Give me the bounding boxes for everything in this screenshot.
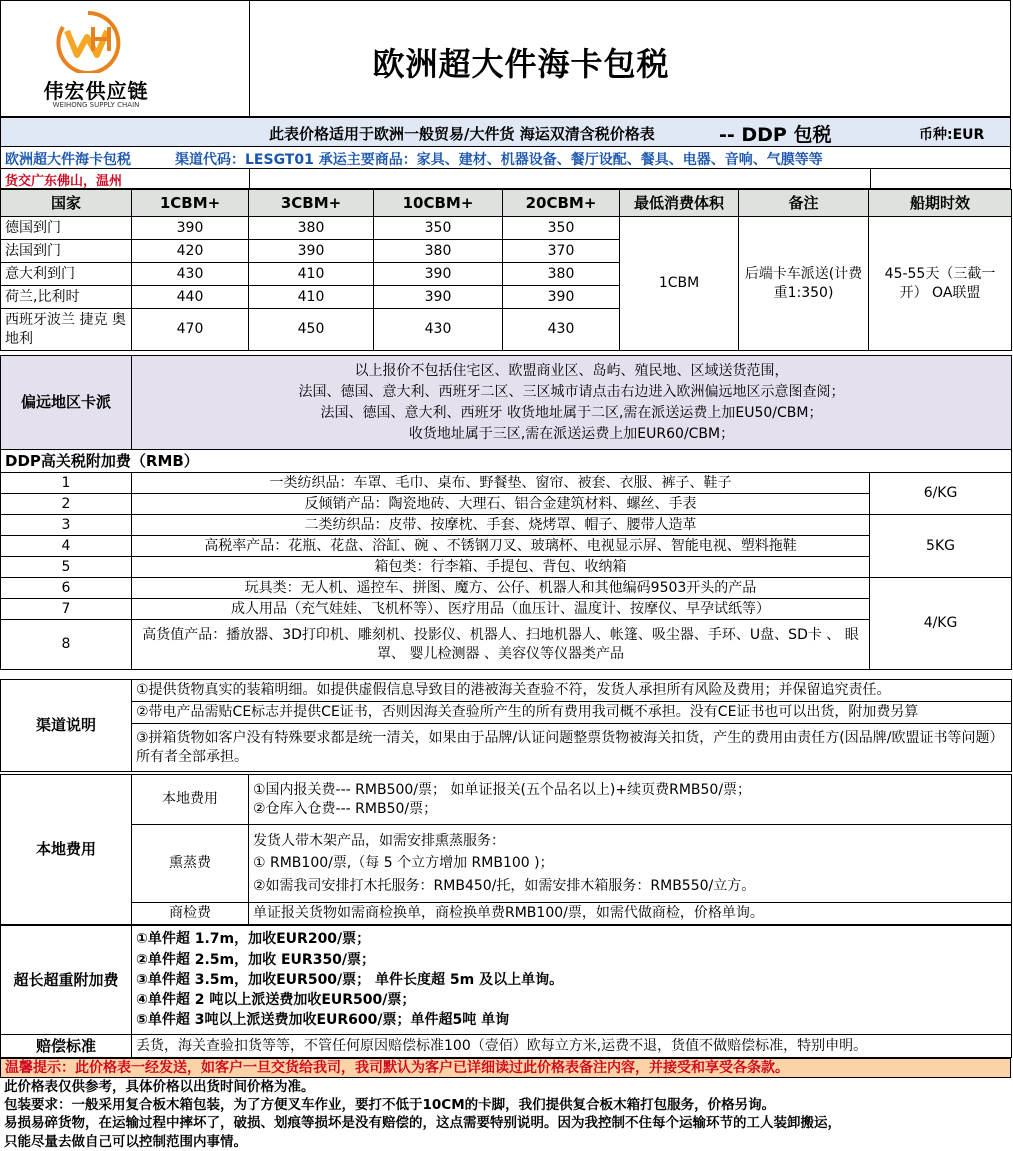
price-cell: 350 [374,217,503,240]
local-fees-table [0,774,1012,925]
table-row [1,217,1012,240]
channel-note: ①提供货物真实的装箱明细。如提供虚假信息导致目的港被海关查验不符，发货人承担所有风险及费用；并保留追究责任。 [132,680,1012,702]
price-cell: 350 [503,217,620,240]
item-number: 1 [1,473,132,494]
list-item: ①单件超 1.7m，加收EUR200/票； [136,931,371,948]
remote-area-text [132,356,1012,450]
channel-notes-table [0,679,1012,772]
country-cell: 法国到门 [1,240,132,263]
item-description: 箱包类：行李箱、手提包、背包、收纳箱 [132,557,870,578]
channel-note: ②带电产品需贴CE标志并提供CE证书，否则因海关查验所产生的所有费用我司概不承担。没有CE证书也可以出货，附加费另算 [132,702,1012,724]
channel-notes-label: 渠道说明 [1,680,132,772]
country-cell: 德国到门 [1,217,132,240]
price-cell: 380 [374,240,503,263]
channel-note: ③拼箱货物如客户没有特殊要求都是统一清关，如果由于品牌/认证问题整票货物被海关扣货，产生的费用由责任方(因品牌/欧盟证书等问题）所有者全部承担。 [132,724,1012,772]
local-fee-sublabel: 本地费用 [132,775,249,825]
price-cell: 370 [503,240,620,263]
currency-label: 币种:EUR [919,127,985,143]
note-line: 易损易碎货物，在运输过程中摔坏了，破损、划痕等损坏是没有赔偿的，这点需要特别说明。因为我控制不住每个运输环节的工人装卸搬运， [4,1115,841,1132]
price-cell: 380 [249,217,374,240]
price-cell: 410 [249,263,374,286]
item-number: 6 [1,578,132,599]
channel-row [0,147,1011,169]
item-description: 一类纺织品：车罩、毛巾、桌布、野餐垫、窗帘、被套、衣服、裤子、鞋子 [132,473,870,494]
remote-line: 法国、德国、意大利、西班牙 收货地址属于二区,需在派送运费上加EU50/CBM； [320,404,823,421]
fee-line: ②如需我司安排打木托服务：RMB450/托，如需安排木箱服务：RMB550/立方。 [253,877,756,894]
logo-english-name: WEIHONG SUPPLY CHAIN [52,101,140,109]
table-row [1,557,1012,578]
col-1cbm: 1CBM+ [132,190,249,217]
price-cell: 410 [249,286,374,309]
item-description: 反倾销产品：陶瓷地砖、大理石、铝合金建筑材料、螺丝、手表 [132,494,870,515]
info-description: 此表价格适用于欧洲一般贸易/大件货 海运双清含税价格表 [269,125,655,143]
note-line: 只能尽量去做自己可以控制范围内事情。 [4,1133,247,1150]
price-cell: 390 [132,217,249,240]
fee-line: ① RMB100/票,（每 5 个立方增加 RMB100 )； [253,855,554,872]
remark-cell: 后端卡车派送(计费重1:350) [739,217,869,351]
min-volume-cell: 1CBM [620,217,739,351]
item-description: 高货值产品：播放器、3D打印机、雕刻机、投影仪、机器人、扫地机器人、帐篷、吸尘器、手环、U盘、SD卡 、 眼罩、 婴儿检测器 、美容仪等仪器类产品 [132,620,870,670]
list-item: ④单件超 2 吨以上派送费加收EUR500/票； [136,992,416,1009]
col-min-volume: 最低消费体积 [620,190,739,217]
price-cell: 390 [374,263,503,286]
country-cell: 西班牙波兰 捷克 奥地利 [1,309,132,351]
list-item: ⑤单件超 3吨以上派送费加收EUR600/票；单件超5吨 单询 [136,1012,510,1029]
table-row [1,620,1012,670]
surcharge-rate: 6/KG [870,473,1012,515]
price-cell: 430 [374,309,503,351]
channel-name: 欧洲超大件海卡包税 [5,152,131,168]
company-logo [31,9,151,113]
remote-area-table [0,355,1012,450]
oversize-items [132,926,1012,1035]
header [0,0,1011,117]
list-item: ③单件超 3.5m，加收EUR500/票； 单件长度超 5m 及以上单询。 [136,971,564,988]
table-row [1,515,1012,536]
price-cell: 390 [503,286,620,309]
table-row [1,578,1012,599]
col-country: 国家 [1,190,132,217]
col-remark: 备注 [739,190,869,217]
surcharge-rate: 5KG [870,515,1012,578]
price-cell: 430 [132,263,249,286]
fee-line: ①国内报关费--- RMB500/票； 如单证报关(五个品名以上)+续页费RMB50/票； [253,781,752,798]
price-cell: 420 [132,240,249,263]
item-description: 高税率产品：花瓶、花盘、浴缸、碗 、不锈钢刀叉、玻璃杯、电视显示屏、智能电视、塑料拖鞋 [132,536,870,557]
compensation-text: 丢货，海关查验扣货等等，不管任何原因赔偿标准100（壹佰）欧每立方米,运费不退，货值不做赔偿标准，特别申明。 [132,1035,1012,1058]
warm-tip: 温馨提示：此价格表一经发送，如客户一旦交货给我司，我司默认为客户已详细读过此价格表备注内容，并接受和享受各条款。 [0,1058,1011,1078]
surcharge-rate: 4/KG [870,578,1012,670]
item-description: 玩具类：无人机、遥控车、拼图、魔方、公仔、机器人和其他编码9503开头的产品 [132,578,870,599]
table-row [1,536,1012,557]
inspection-sublabel: 商检费 [132,903,249,925]
origin-row [0,169,1011,189]
inspection-text: 单证报关货物如需商检换单，商检换单费RMB100/票，如需代做商检，价格单询。 [249,903,1012,925]
price-header-row [1,190,1012,217]
logo-icon [53,9,123,73]
col-20cbm: 20CBM+ [503,190,620,217]
item-number: 3 [1,515,132,536]
item-number: 2 [1,494,132,515]
local-fees-label: 本地费用 [1,775,132,925]
item-number: 7 [1,599,132,620]
table-row [1,473,1012,494]
table-row [1,494,1012,515]
list-item: ②单件超 2.5m，加收 EUR350/票； [136,951,376,968]
remote-area-label: 偏远地区卡派 [1,356,132,450]
note-line: 此价格表仅供参考，具体价格以出货时间价格为准。 [4,1079,315,1095]
price-cell: 380 [503,263,620,286]
fumigation-sublabel: 熏蒸费 [132,825,249,903]
item-description: 二类纺织品：皮带、按摩枕、手套、烧烤罩、帽子、腰带人造革 [132,515,870,536]
table-row [1,599,1012,620]
price-cell: 390 [249,240,374,263]
price-cell: 390 [374,286,503,309]
footer-notes [4,1078,1009,1151]
ddp-title: DDP高关税附加费（RMB） [1,450,1012,473]
ddp-surcharge-table [0,449,1012,670]
oversize-table [0,925,1012,1035]
fee-line: ②仓库入仓费--- RMB50/票； [253,800,438,817]
col-3cbm: 3CBM+ [249,190,374,217]
col-10cbm: 10CBM+ [374,190,503,217]
transit-cell: 45-55天（三截一开） OA联盟 [869,217,1012,351]
item-number: 4 [1,536,132,557]
ddp-label: -- DDP 包税 [719,124,832,146]
item-number: 8 [1,620,132,670]
page-title: 欧洲超大件海卡包税 [372,45,670,83]
origin-text: 货交广东佛山，温州 [5,174,123,189]
price-cell: 470 [132,309,249,351]
compensation-label: 赔偿标准 [1,1035,132,1058]
local-fee-text [249,775,1012,825]
fumigation-text [249,825,1012,903]
channel-code: 渠道代码：LESGT01 承运主要商品：家具、建材、机器设备、餐厅设配、餐具、电器、音响、气膜等等 [175,152,823,168]
header-divider [249,1,250,118]
col-transit: 船期时效 [869,190,1012,217]
fee-line: 发货人带木架产品，如需安排熏蒸服务： [253,832,505,849]
info-row [0,117,1011,147]
price-table [0,189,1012,351]
remote-line: 法国、德国、意大利、西班牙二区、三区城市请点击右边进入欧洲偏远地区示意图查阅； [298,383,845,400]
remote-line: 收货地址属于三区,需在派送运费上加EUR60/CBM； [408,425,735,442]
item-number: 5 [1,557,132,578]
price-cell: 430 [503,309,620,351]
price-cell: 440 [132,286,249,309]
note-line: 包装要求：一般采用复合板木箱包装，为了方便叉车作业，要打不低于10CM的卡脚，我们提供复合板木箱打包服务，价格另询。 [4,1097,776,1114]
logo-chinese-name: 伟宏供应链 [43,79,149,103]
item-description: 成人用品（充气娃娃、飞机杯等）、医疗用品（血压计、温度计、按摩仪、早孕试纸等） [132,599,870,620]
oversize-label: 超长超重附加费 [1,926,132,1035]
remote-line: 以上报价不包括住宅区、欧盟商业区、岛屿、殖民地、区域送货范围， [354,362,789,379]
country-cell: 荷兰,比利时 [1,286,132,309]
compensation-table [0,1034,1012,1058]
price-cell: 450 [249,309,374,351]
country-cell: 意大利到门 [1,263,132,286]
